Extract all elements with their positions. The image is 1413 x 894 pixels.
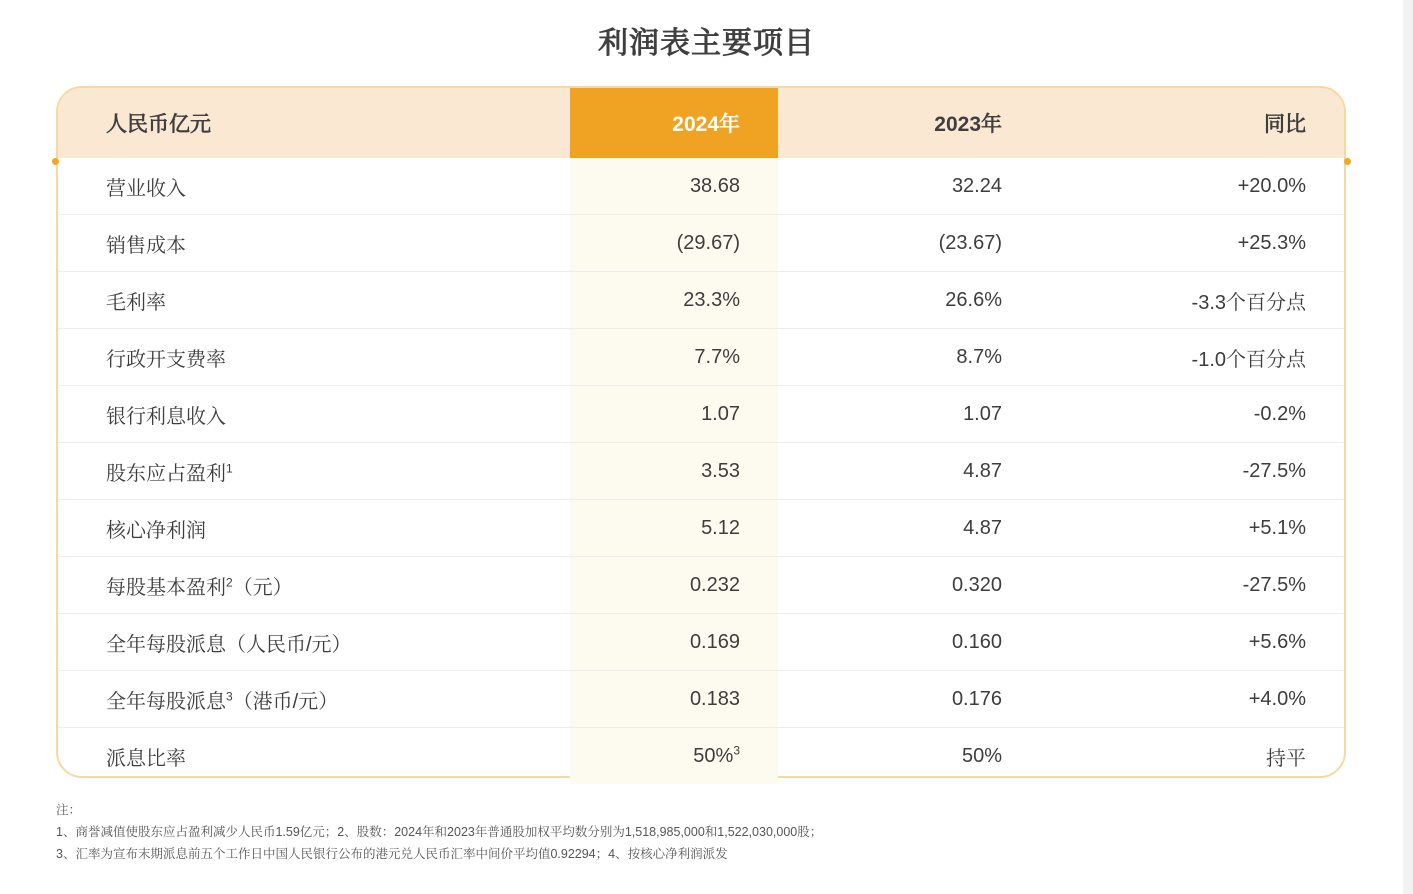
row-label: 营业收入 xyxy=(58,158,570,215)
cell-yoy: +20.0% xyxy=(1060,158,1344,215)
cell-2024: 7.7% xyxy=(570,329,778,386)
cell-yoy: +25.3% xyxy=(1060,215,1344,272)
cell-yoy: -27.5% xyxy=(1060,443,1344,500)
row-label: 每股基本盈利$^2$（元） xyxy=(58,557,570,614)
col-header-2024: 2024年 xyxy=(570,88,778,158)
cell-yoy: +5.1% xyxy=(1060,500,1344,557)
table-row xyxy=(58,443,1344,500)
cell-2023: 4.87 xyxy=(778,500,1060,557)
cell-2024: 0.169 xyxy=(570,614,778,671)
col-header-yoy: 同比 xyxy=(1060,88,1344,158)
frame-dot-right-icon xyxy=(1344,158,1351,165)
row-label: 派息比率 xyxy=(106,747,186,770)
row-label: 股东应占盈利$^1$ xyxy=(58,443,570,500)
col-header-item: 人民币亿元 xyxy=(58,88,570,158)
cell-2024: 3.53 xyxy=(570,443,778,500)
cell-yoy: -27.5% xyxy=(1060,557,1344,614)
cell-2023: 26.6% xyxy=(778,272,1060,329)
table-row xyxy=(58,386,1344,443)
cell-2023: 50% xyxy=(961,744,1002,767)
footnotes xyxy=(56,800,1356,866)
cell-2023: 0.176 xyxy=(778,671,1060,728)
table-body xyxy=(58,158,1344,784)
cell-2024: 23.3% xyxy=(570,272,778,329)
right-edge-strip xyxy=(1403,0,1413,894)
cell-2023: (23.67) xyxy=(778,215,1060,272)
cell-2023: 4.87 xyxy=(778,443,1060,500)
table-row xyxy=(58,272,1344,329)
cell-2024: 50%$^3$ xyxy=(570,728,778,785)
cell-2023: 1.07 xyxy=(778,386,1060,443)
cell-2023: 32.24 xyxy=(778,158,1060,215)
cell-2024: 0.183 xyxy=(570,671,778,728)
cell-yoy: +5.6% xyxy=(1060,614,1344,671)
table-row xyxy=(58,557,1344,614)
row-label: 银行利息收入 xyxy=(58,386,570,443)
row-label: 全年每股派息$^3$（港币/元） xyxy=(58,671,570,728)
col-header-2023: 2023年 xyxy=(778,88,1060,158)
table-row xyxy=(58,728,1344,785)
table-row xyxy=(58,329,1344,386)
page-title: 利润表主要项目 xyxy=(598,27,815,60)
table-row xyxy=(58,614,1344,671)
table-row xyxy=(58,671,1344,728)
footnote-line: 1、商誉减值使股东应占盈利减少人民币1.59亿元；2、股数：2024年和2023年普通股加权平均数分别为1,518,985,000和1,522,030,000股； xyxy=(56,824,823,839)
cell-2024: (29.67) xyxy=(570,215,778,272)
cell-2024: 0.232 xyxy=(570,557,778,614)
table-header xyxy=(58,88,1344,158)
cell-2024: 38.68 xyxy=(570,158,778,215)
cell-yoy: -0.2% xyxy=(1060,386,1344,443)
table-header-row xyxy=(58,88,1344,158)
row-label: 销售成本 xyxy=(58,215,570,272)
footnote-line: 注： xyxy=(56,803,82,817)
table-row xyxy=(58,158,1344,215)
cell-2023: 0.320 xyxy=(778,557,1060,614)
table-row xyxy=(58,500,1344,557)
cell-yoy: -1.0个百分点 xyxy=(1060,329,1344,386)
cell-yoy: -3.3个百分点 xyxy=(1060,272,1344,329)
cell-2024: 5.12 xyxy=(570,500,778,557)
table-row xyxy=(58,215,1344,272)
row-label: 核心净利润 xyxy=(58,500,570,557)
row-label: 行政开支费率 xyxy=(58,329,570,386)
row-label: 毛利率 xyxy=(58,272,570,329)
profit-table xyxy=(58,88,1344,784)
row-label: 全年每股派息（人民币/元） xyxy=(58,614,570,671)
cell-yoy: 持平 xyxy=(1266,747,1306,770)
footnote-line: 3、汇率为宣布末期派息前五个工作日中国人民银行公布的港元兑人民币汇率中间价平均值0.92294；4、按核心净利润派发 xyxy=(56,846,728,861)
cell-2023: 8.7% xyxy=(778,329,1060,386)
cell-2024: 1.07 xyxy=(570,386,778,443)
cell-2023: 0.160 xyxy=(778,614,1060,671)
cell-yoy: +4.0% xyxy=(1060,671,1344,728)
